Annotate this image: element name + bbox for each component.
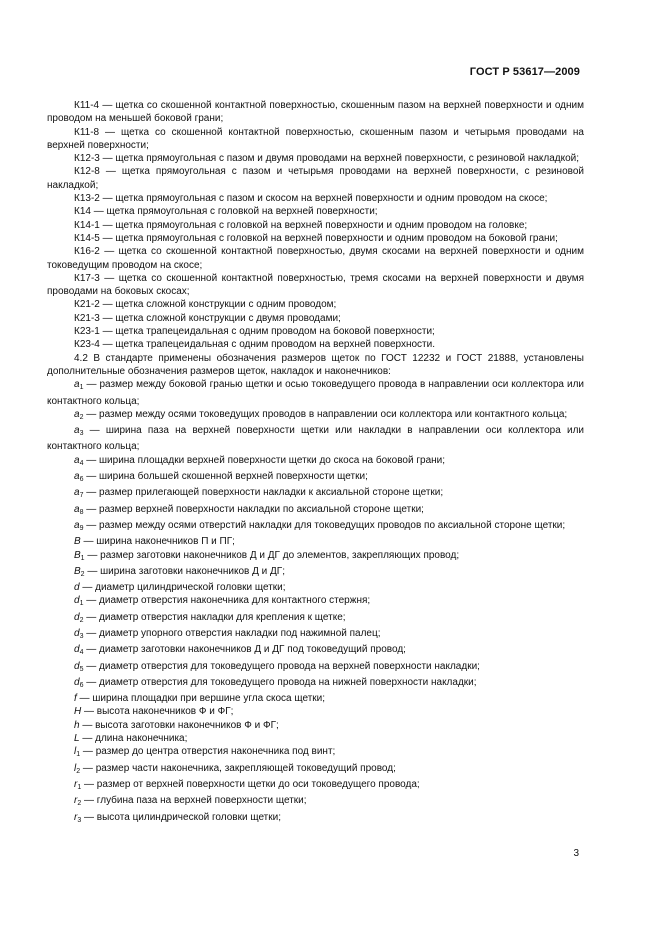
list-item: [47, 298, 584, 311]
list-item: [47, 312, 584, 325]
list-item: [47, 192, 584, 205]
symbol: d: [74, 644, 80, 656]
page-number: 3: [573, 848, 579, 859]
paragraph-text: К23-1 — щетка трапецеидальная с одним проводом на боковой поверхности;: [74, 326, 435, 338]
symbol: a: [74, 487, 80, 499]
symbol: H: [74, 706, 82, 718]
symbol-subscript: 4: [79, 649, 84, 657]
paragraph-text: — размер между осями токоведущих проводов в направлении оси коллектора или контактного кольца;: [83, 408, 568, 420]
symbol-subscript: 2: [79, 616, 84, 624]
symbol: r: [74, 811, 78, 823]
symbol-subscript: 3: [79, 632, 84, 640]
paragraph-text: — диаметр отверстия накладки для крепления к щетке;: [83, 611, 346, 623]
symbol: a: [74, 408, 80, 420]
symbol: d: [74, 676, 80, 688]
paragraph-text: — размер до центра отверстия наконечника под винт;: [80, 746, 336, 758]
symbol-subscript: 3: [79, 430, 84, 438]
symbol-subscript: 7: [79, 492, 84, 500]
symbol-subscript: 2: [80, 570, 85, 578]
symbol-subscript: 2: [76, 767, 81, 775]
paragraph-text: — ширина наконечников П и ПГ;: [80, 536, 235, 548]
paragraph-text: — диаметр заготовки наконечников Д и ДГ под токоведущий провод;: [83, 644, 406, 656]
symbol-subscript: 1: [77, 783, 82, 791]
definition-item: [47, 611, 584, 627]
paragraph-text: — размер между боковой гранью щетки и осью токоведущего провода в направлении оси коллектора или контактного кольца;: [47, 379, 584, 407]
symbol: h: [74, 719, 80, 731]
paragraph-text: К21-3 — щетка сложной конструкции с двумя проводами;: [74, 312, 341, 324]
list-item: [47, 325, 584, 338]
symbol: d: [74, 660, 80, 672]
symbol: r: [74, 795, 78, 807]
definition-item: [47, 535, 584, 548]
definition-item: [47, 794, 584, 810]
paragraph-text: — диаметр отверстия наконечника для контактного стержня;: [83, 595, 371, 607]
symbol: l: [74, 746, 77, 758]
symbol: a: [74, 503, 80, 515]
symbol: d: [74, 595, 80, 607]
definition-item: [47, 762, 584, 778]
symbol: L: [74, 733, 80, 745]
definition-item: [47, 470, 584, 486]
paragraph-text: К14 — щетка прямоугольная с головкой на верхней поверхности;: [74, 206, 378, 218]
list-item: [47, 152, 584, 165]
symbol: d: [74, 582, 80, 594]
list-item: [47, 272, 584, 299]
list-item: [47, 205, 584, 218]
definition-item: [47, 732, 584, 745]
list-item: [47, 352, 584, 379]
symbol-subscript: 9: [79, 524, 84, 532]
definition-item: [47, 719, 584, 732]
document-body: [47, 99, 584, 827]
definition-item: [47, 811, 584, 827]
paragraph-text: К14-1 — щетка прямоугольная с головкой на верхней поверхности и одним проводом на головке;: [74, 219, 528, 231]
definition-item: [47, 745, 584, 761]
symbol-subscript: 2: [77, 800, 82, 808]
symbol-subscript: 1: [76, 751, 81, 759]
list-item: [47, 245, 584, 272]
paragraph-text: — размер от верхней поверхности щетки до оси токоведущего провода;: [81, 778, 420, 790]
paragraph-text: — размер части наконечника, закрепляющей токоведущий провод;: [80, 762, 396, 774]
paragraph-text: — размер верхней поверхности накладки по аксиальной стороне щетки;: [83, 503, 424, 515]
standard-header: ГОСТ Р 53617—2009: [469, 66, 580, 78]
paragraph-text: — ширина большей скошенной верхней поверхности щетки;: [83, 471, 368, 483]
paragraph-text: — ширина площадки при вершине угла скоса щетки;: [76, 693, 326, 705]
symbol-subscript: 1: [79, 384, 84, 392]
definition-item: [47, 486, 584, 502]
paragraph-text: К17-3 — щетка со скошенной контактной поверхностью, тремя скосами на верхней поверхности и двумя проводами на боковых скосах;: [47, 272, 584, 298]
symbol: l: [74, 762, 77, 774]
symbol: d: [74, 627, 80, 639]
symbol: a: [74, 454, 80, 466]
paragraph-text: К11-4 — щетка со скошенной контактной поверхностью, скошенным пазом на верхней поверхности и одним проводом на меньшей боковой грани;: [47, 100, 584, 125]
definition-item: [47, 627, 584, 643]
list-item: [47, 232, 584, 245]
list-item: [47, 219, 584, 232]
symbol: a: [74, 425, 80, 437]
symbol-subscript: 6: [79, 476, 84, 484]
paragraph-text: — высота наконечников Ф и ФГ;: [81, 706, 234, 718]
list-item: [47, 99, 584, 126]
paragraph-text: К13-2 — щетка прямоугольная с пазом и скосом на верхней поверхности и одним проводом на скосе;: [74, 193, 548, 205]
definition-item: [47, 692, 584, 705]
symbol: d: [74, 611, 80, 623]
paragraph-text: К23-4 — щетка трапецеидальная с одним проводом на верхней поверхности.: [74, 339, 436, 351]
symbol: B: [74, 565, 81, 577]
symbol: a: [74, 519, 80, 531]
paragraph-text: К16-2 — щетка со скошенной контактной поверхностью, двумя скосами на верхней поверхности и одним токоведущим проводом на скосе;: [47, 246, 584, 271]
paragraph-text: К11-8 — щетка со скошенной контактной поверхностью, скошенным пазом и четырьмя проводами на верхней поверхности;: [47, 126, 584, 151]
definition-item: [47, 549, 584, 565]
symbol-subscript: 4: [79, 459, 84, 467]
list-item: [47, 338, 584, 351]
definition-item: [47, 378, 584, 408]
definition-item: [47, 408, 584, 424]
paragraph-text: — высота заготовки наконечников Ф и ФГ;: [79, 719, 279, 731]
list-item: [47, 165, 584, 192]
paragraph-text: — глубина паза на верхней поверхности щетки;: [81, 795, 307, 807]
paragraph-text: — размер прилегающей поверхности накладки к аксиальной стороне щетки;: [83, 487, 444, 499]
symbol-subscript: 1: [79, 600, 84, 608]
paragraph-text: — диаметр отверстия для токоведущего провода на нижней поверхности накладки;: [83, 676, 477, 688]
symbol-subscript: 2: [79, 413, 84, 421]
paragraph-text: — размер заготовки наконечников Д и ДГ до элементов, закрепляющих провод;: [84, 549, 460, 561]
definition-item: [47, 705, 584, 718]
paragraph-text: 4.2 В стандарте применены обозначения размеров щеток по ГОСТ 12232 и ГОСТ 21888, установлены дополнительные обозначения размеров щеток, накладок и наконечников:: [47, 352, 584, 377]
symbol-subscript: 8: [79, 508, 84, 516]
symbol: a: [74, 471, 80, 483]
symbol-subscript: 6: [79, 681, 84, 689]
paragraph-text: — высота цилиндрической головки щетки;: [81, 811, 281, 823]
paragraph-text: — размер между осями отверстий накладки для токоведущих проводов по аксиальной стороне щетки;: [83, 519, 566, 531]
list-item: [47, 126, 584, 153]
symbol-subscript: 3: [77, 816, 82, 824]
paragraph-text: — ширина паза на верхней поверхности щетки или накладки в направлении оси коллектора или контактного кольца;: [47, 425, 584, 453]
symbol-subscript: 1: [80, 554, 85, 562]
definition-item: [47, 454, 584, 470]
definition-item: [47, 503, 584, 519]
paragraph-text: — ширина заготовки наконечников Д и ДГ;: [84, 565, 285, 577]
paragraph-text: — диаметр отверстия для токоведущего провода на верхней поверхности накладки;: [83, 660, 480, 672]
definition-item: [47, 660, 584, 676]
symbol: f: [74, 693, 77, 705]
paragraph-text: — диаметр упорного отверстия накладки под нажимной палец;: [83, 627, 381, 639]
paragraph-text: К12-8 — щетка прямоугольная с пазом и четырьмя проводами на верхней поверхности, с резиновой накладкой;: [47, 166, 584, 191]
definition-item: [47, 778, 584, 794]
symbol: B: [74, 536, 81, 548]
paragraph-text: К14-5 — щетка прямоугольная с головкой на верхней поверхности и одним проводом на боковой грани;: [74, 232, 558, 244]
definition-item: [47, 643, 584, 659]
paragraph-text: — длина наконечника;: [79, 733, 188, 745]
definition-item: [47, 519, 584, 535]
definition-item: [47, 424, 584, 454]
symbol: r: [74, 778, 78, 790]
paragraph-text: — диаметр цилиндрической головки щетки;: [79, 582, 286, 594]
symbol: a: [74, 379, 80, 391]
symbol: B: [74, 549, 81, 561]
symbol-subscript: 5: [79, 665, 84, 673]
definition-item: [47, 565, 584, 581]
paragraph-text: — ширина площадки верхней поверхности щетки до скоса на боковой грани;: [83, 454, 446, 466]
definition-item: [47, 594, 584, 610]
definition-item: [47, 581, 584, 594]
definition-item: [47, 676, 584, 692]
paragraph-text: К21-2 — щетка сложной конструкции с одним проводом;: [74, 299, 337, 311]
paragraph-text: К12-3 — щетка прямоугольная с пазом и двумя проводами на верхней поверхности, с резиновой накладкой;: [74, 153, 580, 165]
